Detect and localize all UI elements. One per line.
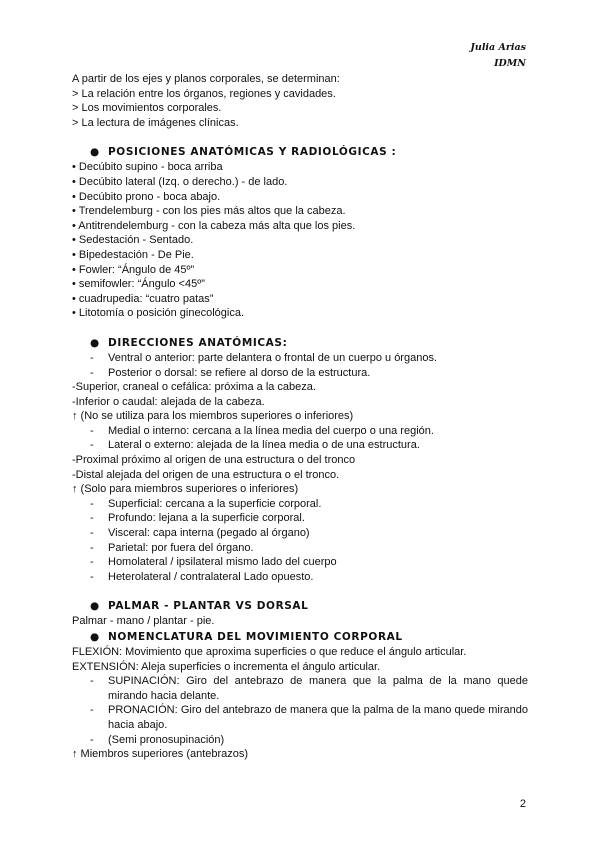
section-heading-direcciones bbox=[72, 335, 528, 351]
section-heading-nomenclatura bbox=[72, 629, 528, 645]
list-item: -Proximal próximo al origen de una estructura o del tronco bbox=[72, 454, 356, 467]
page-content bbox=[72, 72, 528, 762]
list-item: - Ventral o anterior: parte delantera o frontal de un cuerpo u órganos. bbox=[90, 351, 437, 364]
section-title: POSICIONES ANATÓMICAS Y RADIOLÓGICAS : bbox=[108, 146, 397, 159]
list-item: • Fowler: “Ángulo de 45º” bbox=[72, 263, 195, 276]
directions-list bbox=[72, 351, 528, 585]
bullet-icon: ● bbox=[90, 336, 100, 349]
section-heading-posiciones bbox=[72, 144, 528, 160]
list-item: • Decúbito prono - boca abajo. bbox=[72, 190, 221, 203]
intro-line: A partir de los ejes y planos corporales, se determinan: bbox=[72, 73, 340, 85]
bullet-icon: ● bbox=[90, 600, 100, 613]
list-item: - Parietal: por fuera del órgano. bbox=[90, 541, 254, 554]
section-title: NOMENCLATURA DEL MOVIMIENTO CORPORAL bbox=[108, 631, 403, 643]
list-item: • Antitrendelemburg - con la cabeza más alta que los pies. bbox=[72, 219, 356, 232]
list-item: -Distal alejada del origen de una estructura o el tronco. bbox=[72, 468, 340, 481]
author-name: Julia Arias bbox=[470, 42, 526, 53]
document-header bbox=[470, 40, 526, 72]
course-code: IDMN bbox=[494, 58, 526, 69]
list-item: • semifowler: “Ángulo <45º” bbox=[72, 278, 205, 291]
list-item: • Decúbito lateral (Izq. o derecho.) - de lado. bbox=[72, 175, 288, 188]
list-item: • Decúbito supino - boca arriba bbox=[72, 161, 223, 174]
list-item: - Homolateral / ipsilateral mismo lado del cuerpo bbox=[90, 556, 337, 569]
flexion-text: FLEXIÓN: Movimiento que aproxima superficies o que reduce el ángulo articular. bbox=[72, 646, 467, 658]
section-title: PALMAR - PLANTAR VS DORSAL bbox=[108, 600, 309, 613]
list-item: -Inferior o caudal: alejada de la cabeza. bbox=[72, 395, 265, 408]
list-item: - Visceral: capa interna (pegado al órgano) bbox=[90, 527, 310, 540]
intro-line: > La lectura de imágenes clínicas. bbox=[72, 116, 239, 129]
intro-block bbox=[72, 72, 528, 130]
list-item: - Lateral o externo: alejada de la línea media o de una estructura. bbox=[90, 439, 420, 452]
list-item: • cuadrupedia: “cuatro patas” bbox=[72, 292, 214, 305]
section-heading-palmar bbox=[72, 598, 528, 614]
list-item: - Posterior o dorsal: se refiere al dorso de la estructura. bbox=[90, 366, 371, 379]
intro-line: > La relación entre los órganos, regiones y cavidades. bbox=[72, 87, 336, 100]
footer-note: ↑ Miembros superiores (antebrazos) bbox=[72, 748, 249, 761]
list-item: - PRONACIÓN: Giro del antebrazo de manera que la palma de la mano quede mirando hacia abajo. bbox=[90, 704, 528, 731]
list-item: • Litotomía o posición ginecológica. bbox=[72, 307, 245, 320]
section-title: DIRECCIONES ANATÓMICAS: bbox=[108, 336, 288, 349]
palmar-text: Palmar - mano / plantar - pie. bbox=[72, 615, 215, 628]
positions-list bbox=[72, 160, 528, 321]
list-item: • Trendelemburg - con los pies más altos que la cabeza. bbox=[72, 205, 346, 218]
list-item: - Medial o interno: cercana a la línea media del cuerpo o una región. bbox=[90, 424, 434, 437]
list-item: • Bipedestación - De Pie. bbox=[72, 248, 194, 261]
list-item: ↑ (Solo para miembros superiores o inferiores) bbox=[72, 483, 299, 496]
bullet-icon: ● bbox=[90, 631, 100, 643]
list-item: - Superficial: cercana a la superficie corporal. bbox=[90, 497, 322, 510]
intro-line: > Los movimientos corporales. bbox=[72, 102, 222, 115]
page-number: 2 bbox=[519, 798, 526, 810]
list-item: ↑ (No se utiliza para los miembros superiores o inferiores) bbox=[72, 410, 354, 423]
list-item: - Heterolateral / contralateral Lado opuesto. bbox=[90, 570, 314, 583]
extension-text: EXTENSIÓN: Aleja superficies o incrementa el ángulo articular. bbox=[72, 660, 381, 673]
list-item: - Profundo: lejana a la superficie corporal. bbox=[90, 512, 305, 525]
list-item: -Superior, craneal o cefálica: próxima a la cabeza. bbox=[72, 381, 316, 394]
list-item: - (Semi pronosupinación) bbox=[90, 733, 225, 746]
list-item: - SUPINACIÓN: Giro del antebrazo de manera que la palma de la mano quede mirando hacia delante. bbox=[90, 675, 528, 702]
bullet-icon: ● bbox=[90, 146, 100, 159]
list-item: • Sedestación - Sentado. bbox=[72, 234, 194, 247]
